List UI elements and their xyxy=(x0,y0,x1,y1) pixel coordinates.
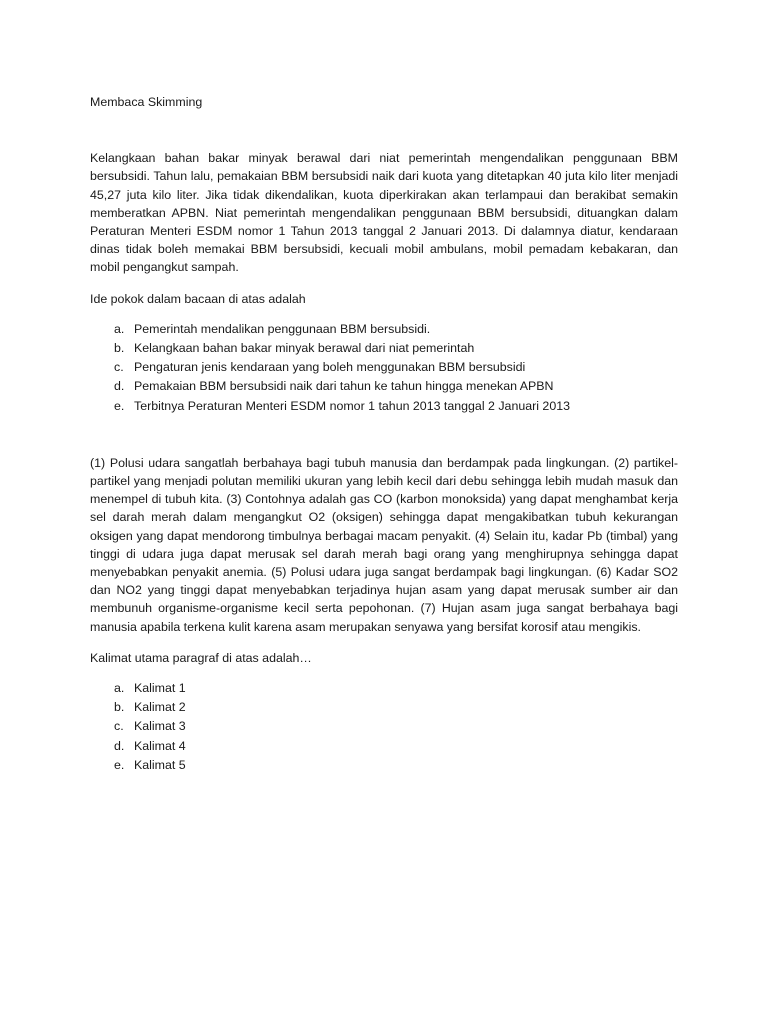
option-text: Pemerintah mendalikan penggunaan BBM bersubsidi. xyxy=(134,321,431,336)
option-item xyxy=(114,698,678,717)
option-text: Kelangkaan bahan bakar minyak berawal dari niat pemerintah xyxy=(134,341,475,356)
option-item xyxy=(114,397,678,416)
option-letter: e. xyxy=(114,398,125,413)
option-text: Kalimat 4 xyxy=(134,738,186,753)
document-page xyxy=(90,93,678,775)
option-item xyxy=(114,717,678,736)
option-item xyxy=(114,320,678,339)
option-letter: b. xyxy=(114,700,125,715)
option-item xyxy=(114,756,678,775)
option-text: Pemakaian BBM bersubsidi naik dari tahun ke tahun hingga menekan APBN xyxy=(134,379,554,394)
section-gap xyxy=(90,416,678,454)
option-letter: d. xyxy=(114,379,125,394)
document-title: Membaca Skimming xyxy=(90,95,203,109)
question-1: Ide pokok dalam bacaan di atas adalah xyxy=(90,291,306,306)
option-item xyxy=(114,358,678,377)
option-text: Pengaturan jenis kendaraan yang boleh menggunakan BBM bersubsidi xyxy=(134,360,526,375)
option-text: Terbitnya Peraturan Menteri ESDM nomor 1 tahun 2013 tanggal 2 Januari 2013 xyxy=(134,398,571,413)
option-item xyxy=(114,377,678,396)
option-letter: c. xyxy=(114,360,124,375)
option-letter: a. xyxy=(114,321,125,336)
option-letter: e. xyxy=(114,757,125,772)
passage-2: (1) Polusi udara sangatlah berbahaya bagi tubuh manusia dan berdampak pada lingkungan. (2) partikel-partikel yang menjadi polutan memiliki ukuran yang lebih kecil dari debu sehingga lebih mudah masuk dan menempel di tubuh kita. (3) Contohnya adalah gas CO (karbon monoksida) yang dapat menghambat kerja sel darah merah dalam mengangkut O2 (oksigen) sehingga dapat mengakibatkan tubuh kekurangan oksigen yang dapat mendorong timbulnya berbagai macam penyakit. (4) Selain itu, kadar Pb (timbal) yang tinggi di udara juga dapat merusak sel darah merah bagi orang yang menghirupnya sehingga dapat menyebabkan penyakit anemia. (5) Polusi udara juga sangat berdampak bagi lingkungan. (6) Kadar SO2 dan NO2 yang tinggi dapat menyebabkan terjadinya hujan asam yang dapat merusak sumber air dan membunuh organisme-organisme kecil serta pepohonan. (7) Hujan asam juga sangat berbahaya bagi manusia apabila terkena kulit karena asam merupakan senyawa yang bersifat korosif atau mengikis. xyxy=(90,455,678,634)
option-text: Kalimat 1 xyxy=(134,681,186,696)
option-letter: b. xyxy=(114,341,125,356)
option-text: Kalimat 3 xyxy=(134,719,186,734)
option-item xyxy=(114,339,678,358)
question-2-options xyxy=(90,679,678,775)
option-letter: d. xyxy=(114,738,125,753)
question-2: Kalimat utama paragraf di atas adalah… xyxy=(90,650,312,665)
option-item xyxy=(114,679,678,698)
passage-1: Kelangkaan bahan bakar minyak berawal dari niat pemerintah mengendalikan penggunaan BBM bersubsidi. Tahun lalu, pemakaian BBM bersubsidi naik dari kuota yang ditetapkan 40 juta kilo liter menjadi 45,27 juta kilo liter. Jika tidak dikendalikan, kuota diperkirakan akan terlampaui dan berakibat semakin memberatkan APBN. Niat pemerintah mengendalikan penggunaan BBM bersubsidi, dituangkan dalam Peraturan Menteri ESDM nomor 1 Tahun 2013 tanggal 2 Januari 2013. Di dalamnya diatur, kendaraan dinas tidak boleh memakai BBM bersubsidi, kecuali mobil ambulans, mobil pemadam kebakaran, dan mobil pengangkut sampah. xyxy=(90,151,678,275)
option-letter: a. xyxy=(114,681,125,696)
option-item xyxy=(114,737,678,756)
option-text: Kalimat 5 xyxy=(134,757,186,772)
option-letter: c. xyxy=(114,719,124,734)
option-text: Kalimat 2 xyxy=(134,700,186,715)
question-1-options xyxy=(90,320,678,416)
